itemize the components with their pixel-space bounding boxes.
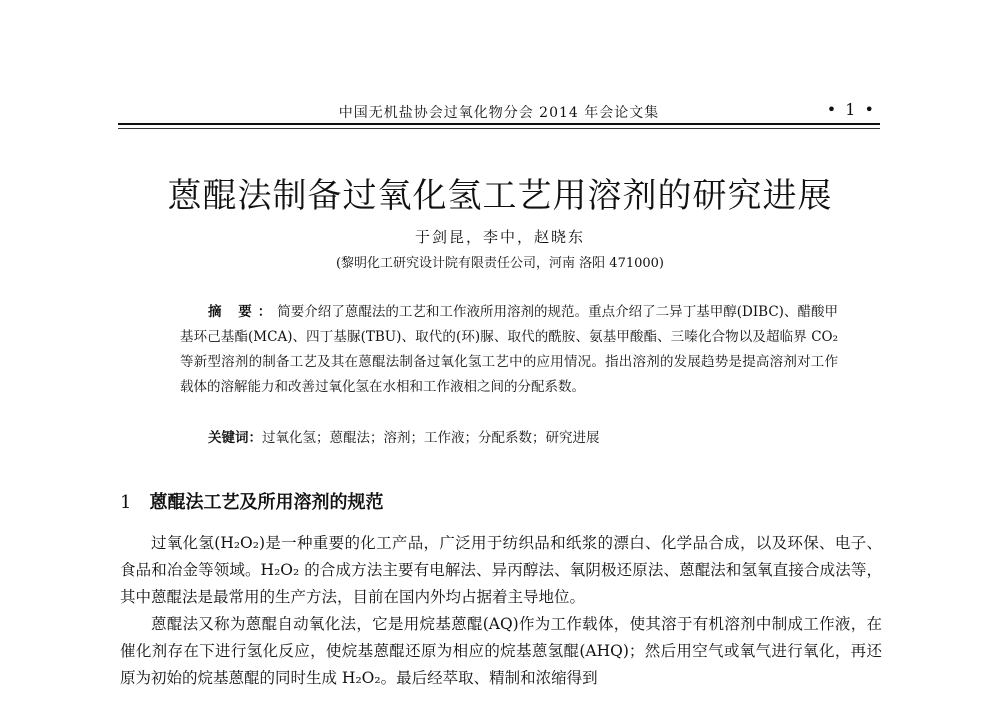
section-title: 蒽醌法工艺及所用溶剂的规范 bbox=[149, 492, 384, 513]
journal-name: 中国无机盐协会过氧化物分会 2014 年会论文集 bbox=[338, 105, 660, 121]
abstract-text: 简要介绍了蒽醌法的工艺和工作液所用溶剂的规范。重点介绍了二异丁基甲醇(DIBC)、醋酸甲基环己基酯(MCA)、四丁基脲(TBU)、取代的(环)脲、取代的酰胺、氨基甲酸酯、三嗪化合物以及超临界 CO₂ 等新型溶剂的制备工艺及其在蒽醌法制备过氧化氢工艺中的应用情况。指出溶剂的发展趋势是提高溶剂对工作载体的溶解能力和改善过氧化氢在水相和工作液相之间的分配系数。 bbox=[180, 304, 838, 395]
section-heading bbox=[120, 488, 383, 514]
abstract-label: 摘 要： bbox=[208, 304, 278, 320]
abstract-paragraph bbox=[180, 300, 838, 400]
page-number: • 1 • bbox=[826, 100, 876, 119]
affiliation: (黎明化工研究设计院有限责任公司，河南 洛阳 471000) bbox=[335, 256, 665, 271]
authors: 于剑昆，李中，赵晓东 bbox=[414, 228, 585, 246]
body-paragraph-1: 过氧化氢(H₂O₂)是一种重要的化工产品，广泛用于纺织品和纸浆的漂白、化学品合成，以及环保、电子、食品和冶金等领域。H₂O₂ 的合成方法主要有电解法、异丙醇法、氧阴极还原法、蒽醌法和氢氧直接合成法等，其中蒽醌法是最常用的生产方法，目前在国内外均占据着主导地位。 bbox=[120, 534, 882, 606]
header-rule-thick bbox=[118, 123, 880, 125]
keywords-label: 关键词： bbox=[208, 430, 262, 446]
keywords bbox=[208, 426, 848, 451]
keywords-text: 过氧化氢；蒽醌法；溶剂；工作液；分配系数；研究进展 bbox=[262, 430, 600, 446]
body-text bbox=[120, 530, 882, 692]
header-rule-thin bbox=[118, 128, 880, 129]
article-title: 蒽醌法制备过氧化氢工艺用溶剂的研究进展 bbox=[167, 176, 833, 216]
abstract bbox=[180, 300, 838, 400]
running-header bbox=[118, 98, 880, 122]
section-number: 1 bbox=[120, 492, 132, 513]
body-paragraph-2: 蒽醌法又称为蒽醌自动氧化法，它是用烷基蒽醌(AQ)作为工作载体，使其溶于有机溶剂中制成工作液，在催化剂存在下进行氢化反应，使烷基蒽醌还原为相应的烷基蒽氢醌(AHQ)；然后用空气或氧气进行氧化，再还原为初始的烷基蒽醌的同时生成 H₂O₂。最后经萃取、精制和浓缩得到 bbox=[120, 615, 882, 687]
